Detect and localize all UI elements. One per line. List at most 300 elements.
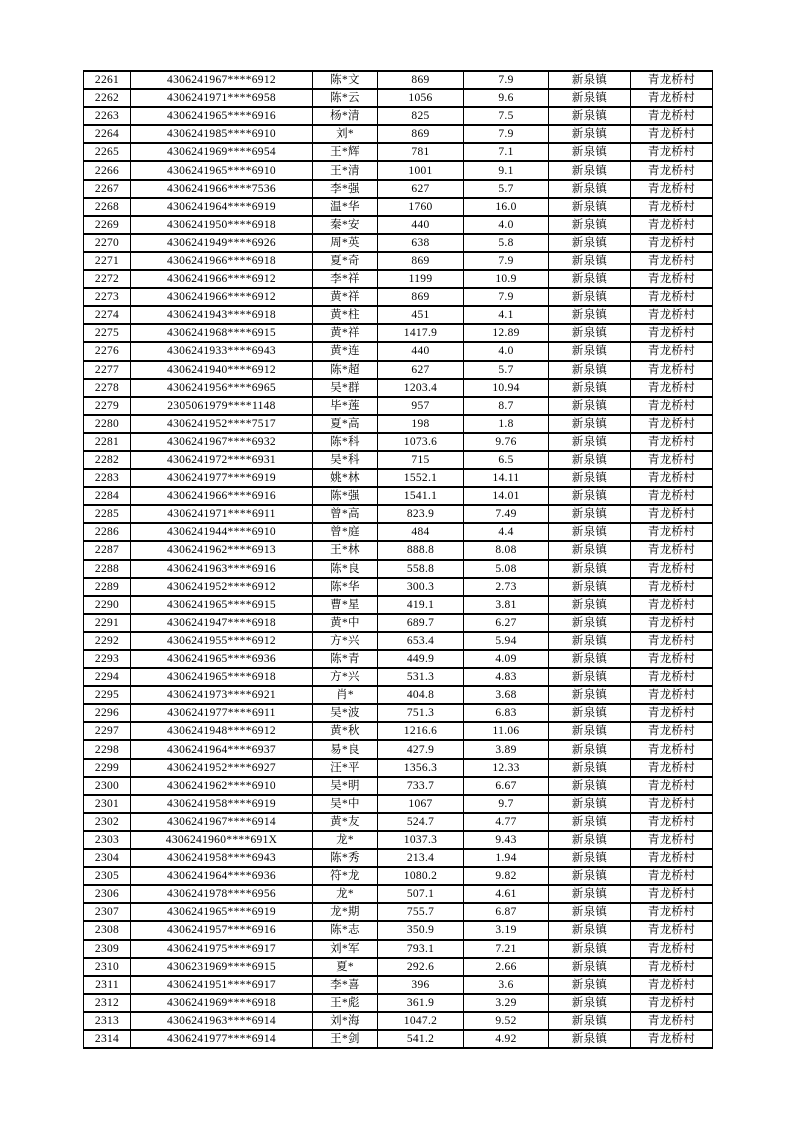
table-row xyxy=(84,270,713,288)
amount-cell: 451 xyxy=(378,306,464,324)
person-name-cell: 李*喜 xyxy=(313,976,378,994)
row-number-cell: 2280 xyxy=(84,415,131,433)
subsidy-roster-table xyxy=(83,70,713,1049)
table-row xyxy=(84,650,713,668)
person-name-cell: 曾*高 xyxy=(313,505,378,523)
amount-cell: 869 xyxy=(378,125,464,143)
town-cell: 新泉镇 xyxy=(549,324,631,342)
id-number-cell: 4306231969****6915 xyxy=(131,958,313,976)
village-cell: 青龙桥村 xyxy=(631,469,713,487)
row-number-cell: 2297 xyxy=(84,722,131,740)
amount-cell: 627 xyxy=(378,361,464,379)
amount-cell: 793.1 xyxy=(378,940,464,958)
amount-cell: 1037.3 xyxy=(378,831,464,849)
rate-cell: 12.33 xyxy=(464,759,549,777)
town-cell: 新泉镇 xyxy=(549,831,631,849)
row-number-cell: 2281 xyxy=(84,433,131,451)
person-name-cell: 毕*莲 xyxy=(313,397,378,415)
id-number-cell: 4306241969****6918 xyxy=(131,994,313,1012)
id-number-cell: 4306241965****6910 xyxy=(131,161,313,179)
village-cell: 青龙桥村 xyxy=(631,143,713,161)
id-number-cell: 2305061979****1148 xyxy=(131,397,313,415)
row-number-cell: 2299 xyxy=(84,759,131,777)
town-cell: 新泉镇 xyxy=(549,288,631,306)
table-row xyxy=(84,994,713,1012)
rate-cell: 8.08 xyxy=(464,541,549,559)
row-number-cell: 2312 xyxy=(84,994,131,1012)
row-number-cell: 2265 xyxy=(84,143,131,161)
id-number-cell: 4306241985****6910 xyxy=(131,125,313,143)
amount-cell: 755.7 xyxy=(378,903,464,921)
person-name-cell: 陈*超 xyxy=(313,361,378,379)
row-number-cell: 2303 xyxy=(84,831,131,849)
amount-cell: 1760 xyxy=(378,198,464,216)
village-cell: 青龙桥村 xyxy=(631,795,713,813)
village-cell: 青龙桥村 xyxy=(631,759,713,777)
rate-cell: 4.0 xyxy=(464,216,549,234)
row-number-cell: 2276 xyxy=(84,342,131,360)
person-name-cell: 夏* xyxy=(313,958,378,976)
id-number-cell: 4306241973****6921 xyxy=(131,686,313,704)
village-cell: 青龙桥村 xyxy=(631,270,713,288)
person-name-cell: 陈*云 xyxy=(313,89,378,107)
rate-cell: 9.6 xyxy=(464,89,549,107)
town-cell: 新泉镇 xyxy=(549,1012,631,1030)
amount-cell: 888.8 xyxy=(378,541,464,559)
row-number-cell: 2293 xyxy=(84,650,131,668)
person-name-cell: 陈*秀 xyxy=(313,849,378,867)
table-row xyxy=(84,523,713,541)
person-name-cell: 李*祥 xyxy=(313,270,378,288)
person-name-cell: 刘*军 xyxy=(313,940,378,958)
amount-cell: 1199 xyxy=(378,270,464,288)
village-cell: 青龙桥村 xyxy=(631,361,713,379)
id-number-cell: 4306241958****6919 xyxy=(131,795,313,813)
village-cell: 青龙桥村 xyxy=(631,306,713,324)
person-name-cell: 符*龙 xyxy=(313,867,378,885)
id-number-cell: 4306241965****6918 xyxy=(131,668,313,686)
id-number-cell: 4306241963****6914 xyxy=(131,1012,313,1030)
town-cell: 新泉镇 xyxy=(549,361,631,379)
table-row xyxy=(84,668,713,686)
town-cell: 新泉镇 xyxy=(549,451,631,469)
id-number-cell: 4306241963****6916 xyxy=(131,560,313,578)
amount-cell: 524.7 xyxy=(378,813,464,831)
amount-cell: 823.9 xyxy=(378,505,464,523)
village-cell: 青龙桥村 xyxy=(631,867,713,885)
amount-cell: 689.7 xyxy=(378,614,464,632)
town-cell: 新泉镇 xyxy=(549,270,631,288)
table-row xyxy=(84,740,713,758)
rate-cell: 9.7 xyxy=(464,795,549,813)
table-row xyxy=(84,469,713,487)
rate-cell: 9.82 xyxy=(464,867,549,885)
town-cell: 新泉镇 xyxy=(549,740,631,758)
village-cell: 青龙桥村 xyxy=(631,596,713,614)
id-number-cell: 4306241955****6912 xyxy=(131,632,313,650)
village-cell: 青龙桥村 xyxy=(631,831,713,849)
row-number-cell: 2308 xyxy=(84,921,131,939)
rate-cell: 12.89 xyxy=(464,324,549,342)
amount-cell: 1356.3 xyxy=(378,759,464,777)
rate-cell: 4.0 xyxy=(464,342,549,360)
rate-cell: 9.76 xyxy=(464,433,549,451)
amount-cell: 361.9 xyxy=(378,994,464,1012)
village-cell: 青龙桥村 xyxy=(631,994,713,1012)
table-row xyxy=(84,252,713,270)
table-row xyxy=(84,198,713,216)
village-cell: 青龙桥村 xyxy=(631,252,713,270)
rate-cell: 5.08 xyxy=(464,560,549,578)
row-number-cell: 2287 xyxy=(84,541,131,559)
town-cell: 新泉镇 xyxy=(549,704,631,722)
person-name-cell: 陈*华 xyxy=(313,578,378,596)
id-number-cell: 4306241949****6926 xyxy=(131,234,313,252)
id-number-cell: 4306241975****6917 xyxy=(131,940,313,958)
id-number-cell: 4306241972****6931 xyxy=(131,451,313,469)
id-number-cell: 4306241943****6918 xyxy=(131,306,313,324)
table-row xyxy=(84,143,713,161)
id-number-cell: 4306241952****6927 xyxy=(131,759,313,777)
amount-cell: 198 xyxy=(378,415,464,433)
village-cell: 青龙桥村 xyxy=(631,722,713,740)
amount-cell: 419.1 xyxy=(378,596,464,614)
id-number-cell: 4306241966****6918 xyxy=(131,252,313,270)
row-number-cell: 2298 xyxy=(84,740,131,758)
rate-cell: 7.9 xyxy=(464,252,549,270)
person-name-cell: 吴*明 xyxy=(313,777,378,795)
rate-cell: 2.66 xyxy=(464,958,549,976)
village-cell: 青龙桥村 xyxy=(631,1030,713,1048)
table-row xyxy=(84,614,713,632)
person-name-cell: 方*兴 xyxy=(313,668,378,686)
town-cell: 新泉镇 xyxy=(549,541,631,559)
id-number-cell: 4306241962****6910 xyxy=(131,777,313,795)
amount-cell: 781 xyxy=(378,143,464,161)
id-number-cell: 4306241965****6915 xyxy=(131,596,313,614)
village-cell: 青龙桥村 xyxy=(631,324,713,342)
amount-cell: 350.9 xyxy=(378,921,464,939)
rate-cell: 7.9 xyxy=(464,288,549,306)
row-number-cell: 2268 xyxy=(84,198,131,216)
row-number-cell: 2266 xyxy=(84,161,131,179)
rate-cell: 6.5 xyxy=(464,451,549,469)
town-cell: 新泉镇 xyxy=(549,777,631,795)
town-cell: 新泉镇 xyxy=(549,614,631,632)
town-cell: 新泉镇 xyxy=(549,107,631,125)
rate-cell: 10.9 xyxy=(464,270,549,288)
row-number-cell: 2289 xyxy=(84,578,131,596)
town-cell: 新泉镇 xyxy=(549,252,631,270)
row-number-cell: 2296 xyxy=(84,704,131,722)
rate-cell: 4.1 xyxy=(464,306,549,324)
amount-cell: 484 xyxy=(378,523,464,541)
amount-cell: 396 xyxy=(378,976,464,994)
amount-cell: 440 xyxy=(378,342,464,360)
rate-cell: 4.61 xyxy=(464,885,549,903)
table-row xyxy=(84,342,713,360)
town-cell: 新泉镇 xyxy=(549,632,631,650)
person-name-cell: 黄*连 xyxy=(313,342,378,360)
rate-cell: 3.89 xyxy=(464,740,549,758)
table-row xyxy=(84,541,713,559)
row-number-cell: 2314 xyxy=(84,1030,131,1048)
row-number-cell: 2262 xyxy=(84,89,131,107)
town-cell: 新泉镇 xyxy=(549,921,631,939)
table-row xyxy=(84,324,713,342)
village-cell: 青龙桥村 xyxy=(631,288,713,306)
table-row xyxy=(84,849,713,867)
village-cell: 青龙桥村 xyxy=(631,560,713,578)
village-cell: 青龙桥村 xyxy=(631,180,713,198)
id-number-cell: 4306241969****6954 xyxy=(131,143,313,161)
town-cell: 新泉镇 xyxy=(549,89,631,107)
rate-cell: 7.21 xyxy=(464,940,549,958)
village-cell: 青龙桥村 xyxy=(631,342,713,360)
person-name-cell: 黄*祥 xyxy=(313,324,378,342)
village-cell: 青龙桥村 xyxy=(631,216,713,234)
person-name-cell: 肖* xyxy=(313,686,378,704)
amount-cell: 715 xyxy=(378,451,464,469)
row-number-cell: 2270 xyxy=(84,234,131,252)
rate-cell: 10.94 xyxy=(464,379,549,397)
id-number-cell: 4306241957****6916 xyxy=(131,921,313,939)
table-row xyxy=(84,596,713,614)
table-row xyxy=(84,379,713,397)
row-number-cell: 2301 xyxy=(84,795,131,813)
person-name-cell: 黄*中 xyxy=(313,614,378,632)
town-cell: 新泉镇 xyxy=(549,903,631,921)
id-number-cell: 4306241968****6915 xyxy=(131,324,313,342)
village-cell: 青龙桥村 xyxy=(631,976,713,994)
row-number-cell: 2278 xyxy=(84,379,131,397)
person-name-cell: 杨*清 xyxy=(313,107,378,125)
amount-cell: 449.9 xyxy=(378,650,464,668)
amount-cell: 440 xyxy=(378,216,464,234)
row-number-cell: 2292 xyxy=(84,632,131,650)
town-cell: 新泉镇 xyxy=(549,198,631,216)
rate-cell: 3.68 xyxy=(464,686,549,704)
person-name-cell: 吴*中 xyxy=(313,795,378,813)
table-row xyxy=(84,216,713,234)
person-name-cell: 姚*林 xyxy=(313,469,378,487)
id-number-cell: 4306241964****6919 xyxy=(131,198,313,216)
village-cell: 青龙桥村 xyxy=(631,379,713,397)
table-row xyxy=(84,940,713,958)
village-cell: 青龙桥村 xyxy=(631,161,713,179)
village-cell: 青龙桥村 xyxy=(631,704,713,722)
town-cell: 新泉镇 xyxy=(549,994,631,1012)
person-name-cell: 刘* xyxy=(313,125,378,143)
person-name-cell: 陈*志 xyxy=(313,921,378,939)
person-name-cell: 陈*强 xyxy=(313,487,378,505)
table-row xyxy=(84,107,713,125)
town-cell: 新泉镇 xyxy=(549,849,631,867)
village-cell: 青龙桥村 xyxy=(631,740,713,758)
person-name-cell: 龙* xyxy=(313,885,378,903)
town-cell: 新泉镇 xyxy=(549,578,631,596)
id-number-cell: 4306241951****6917 xyxy=(131,976,313,994)
amount-cell: 1552.1 xyxy=(378,469,464,487)
town-cell: 新泉镇 xyxy=(549,958,631,976)
id-number-cell: 4306241944****6910 xyxy=(131,523,313,541)
id-number-cell: 4306241933****6943 xyxy=(131,342,313,360)
row-number-cell: 2304 xyxy=(84,849,131,867)
row-number-cell: 2271 xyxy=(84,252,131,270)
amount-cell: 1056 xyxy=(378,89,464,107)
rate-cell: 6.27 xyxy=(464,614,549,632)
town-cell: 新泉镇 xyxy=(549,342,631,360)
amount-cell: 1080.2 xyxy=(378,867,464,885)
town-cell: 新泉镇 xyxy=(549,1030,631,1048)
person-name-cell: 王*林 xyxy=(313,541,378,559)
rate-cell: 5.7 xyxy=(464,361,549,379)
table-row xyxy=(84,722,713,740)
table-row xyxy=(84,361,713,379)
amount-cell: 638 xyxy=(378,234,464,252)
amount-cell: 541.2 xyxy=(378,1030,464,1048)
village-cell: 青龙桥村 xyxy=(631,523,713,541)
table-row xyxy=(84,1012,713,1030)
row-number-cell: 2267 xyxy=(84,180,131,198)
rate-cell: 9.1 xyxy=(464,161,549,179)
id-number-cell: 4306241956****6965 xyxy=(131,379,313,397)
table-row xyxy=(84,831,713,849)
town-cell: 新泉镇 xyxy=(549,885,631,903)
row-number-cell: 2310 xyxy=(84,958,131,976)
row-number-cell: 2282 xyxy=(84,451,131,469)
rate-cell: 5.94 xyxy=(464,632,549,650)
id-number-cell: 4306241977****6911 xyxy=(131,704,313,722)
person-name-cell: 曾*庭 xyxy=(313,523,378,541)
table-row xyxy=(84,759,713,777)
id-number-cell: 4306241966****6916 xyxy=(131,487,313,505)
row-number-cell: 2285 xyxy=(84,505,131,523)
town-cell: 新泉镇 xyxy=(549,433,631,451)
id-number-cell: 4306241940****6912 xyxy=(131,361,313,379)
id-number-cell: 4306241962****6913 xyxy=(131,541,313,559)
person-name-cell: 黄*柱 xyxy=(313,306,378,324)
table-row xyxy=(84,958,713,976)
village-cell: 青龙桥村 xyxy=(631,777,713,795)
village-cell: 青龙桥村 xyxy=(631,885,713,903)
rate-cell: 9.52 xyxy=(464,1012,549,1030)
row-number-cell: 2309 xyxy=(84,940,131,958)
person-name-cell: 曹*星 xyxy=(313,596,378,614)
person-name-cell: 陈*文 xyxy=(313,71,378,89)
table-body xyxy=(84,71,713,1048)
row-number-cell: 2300 xyxy=(84,777,131,795)
amount-cell: 957 xyxy=(378,397,464,415)
town-cell: 新泉镇 xyxy=(549,143,631,161)
person-name-cell: 周*英 xyxy=(313,234,378,252)
town-cell: 新泉镇 xyxy=(549,306,631,324)
table-row xyxy=(84,921,713,939)
id-number-cell: 4306241947****6918 xyxy=(131,614,313,632)
person-name-cell: 温*华 xyxy=(313,198,378,216)
row-number-cell: 2290 xyxy=(84,596,131,614)
rate-cell: 6.83 xyxy=(464,704,549,722)
village-cell: 青龙桥村 xyxy=(631,614,713,632)
row-number-cell: 2269 xyxy=(84,216,131,234)
amount-cell: 1216.6 xyxy=(378,722,464,740)
rate-cell: 1.94 xyxy=(464,849,549,867)
person-name-cell: 夏*奇 xyxy=(313,252,378,270)
person-name-cell: 汪*平 xyxy=(313,759,378,777)
person-name-cell: 秦*安 xyxy=(313,216,378,234)
village-cell: 青龙桥村 xyxy=(631,415,713,433)
rate-cell: 6.87 xyxy=(464,903,549,921)
table-row xyxy=(84,867,713,885)
town-cell: 新泉镇 xyxy=(549,469,631,487)
amount-cell: 1067 xyxy=(378,795,464,813)
id-number-cell: 4306241977****6914 xyxy=(131,1030,313,1048)
person-name-cell: 黄*祥 xyxy=(313,288,378,306)
town-cell: 新泉镇 xyxy=(549,560,631,578)
row-number-cell: 2286 xyxy=(84,523,131,541)
id-number-cell: 4306241965****6919 xyxy=(131,903,313,921)
rate-cell: 5.8 xyxy=(464,234,549,252)
table-row xyxy=(84,288,713,306)
id-number-cell: 4306241958****6943 xyxy=(131,849,313,867)
rate-cell: 3.29 xyxy=(464,994,549,1012)
id-number-cell: 4306241971****6958 xyxy=(131,89,313,107)
person-name-cell: 王*清 xyxy=(313,161,378,179)
person-name-cell: 吴*群 xyxy=(313,379,378,397)
person-name-cell: 吴*波 xyxy=(313,704,378,722)
amount-cell: 627 xyxy=(378,180,464,198)
town-cell: 新泉镇 xyxy=(549,795,631,813)
table-row xyxy=(84,433,713,451)
row-number-cell: 2295 xyxy=(84,686,131,704)
table-row xyxy=(84,976,713,994)
person-name-cell: 陈*良 xyxy=(313,560,378,578)
village-cell: 青龙桥村 xyxy=(631,813,713,831)
amount-cell: 1541.1 xyxy=(378,487,464,505)
town-cell: 新泉镇 xyxy=(549,379,631,397)
village-cell: 青龙桥村 xyxy=(631,686,713,704)
table-row xyxy=(84,560,713,578)
id-number-cell: 4306241952****7517 xyxy=(131,415,313,433)
amount-cell: 869 xyxy=(378,252,464,270)
rate-cell: 6.67 xyxy=(464,777,549,795)
id-number-cell: 4306241966****6912 xyxy=(131,288,313,306)
table-row xyxy=(84,306,713,324)
amount-cell: 869 xyxy=(378,71,464,89)
row-number-cell: 2275 xyxy=(84,324,131,342)
town-cell: 新泉镇 xyxy=(549,650,631,668)
row-number-cell: 2305 xyxy=(84,867,131,885)
amount-cell: 653.4 xyxy=(378,632,464,650)
village-cell: 青龙桥村 xyxy=(631,541,713,559)
id-number-cell: 4306241948****6912 xyxy=(131,722,313,740)
row-number-cell: 2283 xyxy=(84,469,131,487)
id-number-cell: 4306241967****6914 xyxy=(131,813,313,831)
rate-cell: 5.7 xyxy=(464,180,549,198)
rate-cell: 7.49 xyxy=(464,505,549,523)
rate-cell: 14.11 xyxy=(464,469,549,487)
village-cell: 青龙桥村 xyxy=(631,903,713,921)
amount-cell: 213.4 xyxy=(378,849,464,867)
row-number-cell: 2264 xyxy=(84,125,131,143)
id-number-cell: 4306241966****7536 xyxy=(131,180,313,198)
id-number-cell: 4306241971****6911 xyxy=(131,505,313,523)
person-name-cell: 李*强 xyxy=(313,180,378,198)
amount-cell: 404.8 xyxy=(378,686,464,704)
village-cell: 青龙桥村 xyxy=(631,198,713,216)
row-number-cell: 2272 xyxy=(84,270,131,288)
row-number-cell: 2306 xyxy=(84,885,131,903)
